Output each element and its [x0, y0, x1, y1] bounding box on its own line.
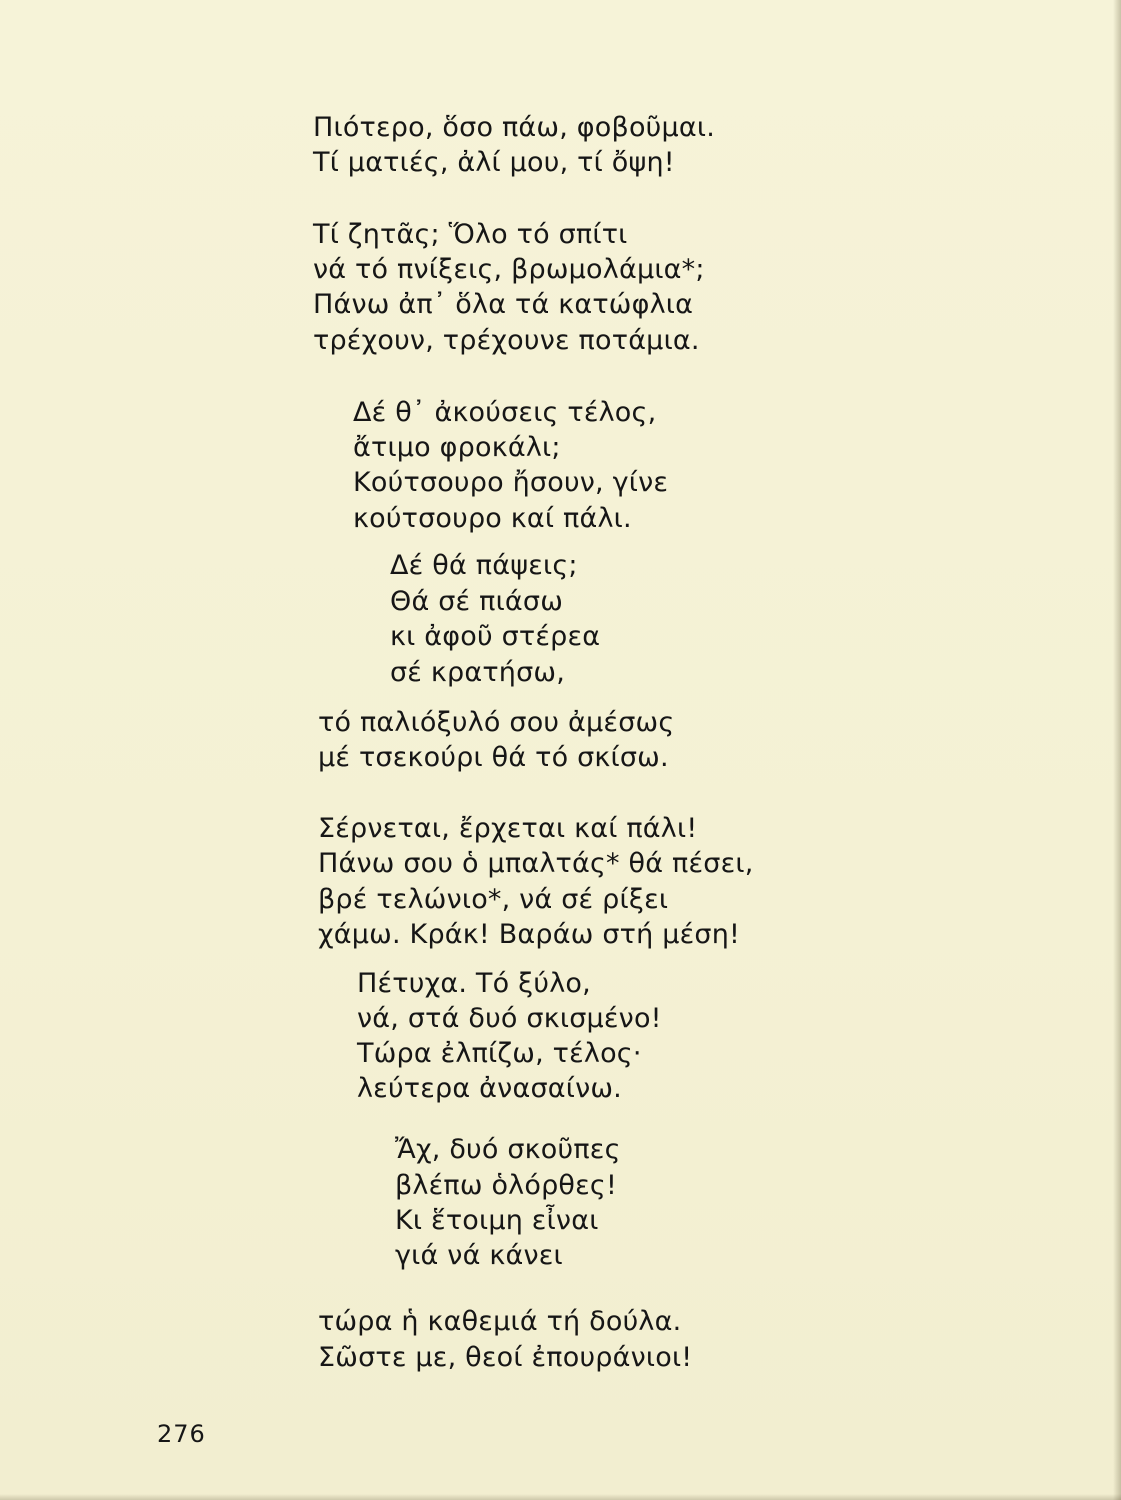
poem-line: Κούτσουρο ἤσουν, γίνε [353, 467, 669, 498]
poem-line: Δέ θ᾿ ἀκούσεις τέλος, [353, 397, 657, 428]
poem-line: νά τό πνίξεις, βρωμολάμια*; [313, 254, 705, 285]
poem-line: κούτσουρο καί πάλι. [353, 503, 632, 534]
poem-line: Πέτυχα. Τό ξύλο, [357, 968, 591, 999]
poem-line: Θά σέ πιάσω [390, 586, 564, 617]
poem-line: Τώρα ἐλπίζω, τέλος· [357, 1038, 642, 1069]
poem-line: Πάνω σου ὁ μπαλτάς* θά πέσει, [318, 848, 754, 879]
poem-line: Πιότερο, ὅσο πάω, φοβοῦμαι. [313, 112, 715, 143]
poem-line: μέ τσεκούρι θά τό σκίσω. [318, 742, 669, 773]
poem-line: Τί ζητᾶς; Ὅλο τό σπίτι [313, 219, 628, 250]
poem-line: βλέπω ὁλόρθες! [395, 1170, 617, 1201]
poem-line: γιά νά κάνει [395, 1240, 563, 1271]
page-edge-shadow [1113, 0, 1121, 1500]
page-edge-shadow [0, 1494, 1121, 1500]
page-number: 276 [157, 1420, 206, 1448]
poem-line: Δέ θά πάψεις; [390, 550, 578, 581]
poem-line: χάμω. Κράκ! Βαράω στή μέση! [318, 919, 741, 950]
poem-line: κι ἀφοῦ στέρεα [390, 621, 601, 652]
poem-line: τρέχουν, τρέχουνε ποτάμια. [313, 325, 700, 356]
poem-line: σέ κρατήσω, [390, 657, 566, 688]
poem-line: λεύτερα ἀνασαίνω. [357, 1073, 622, 1104]
poem-line: τό παλιόξυλό σου ἀμέσως [318, 707, 675, 738]
poem-line: τώρα ἡ καθεμιά τή δούλα. [318, 1306, 682, 1337]
poem-line: ἄτιμο φροκάλι; [353, 432, 561, 463]
poem-line: νά, στά δυό σκισμένο! [357, 1003, 662, 1034]
poem-line: Πάνω ἀπ᾿ ὅλα τά κατώφλια [313, 289, 694, 320]
poem-line: βρέ τελώνιο*, νά σέ ρίξει [318, 884, 669, 915]
poem-line: Κι ἕτοιμη εἶναι [395, 1205, 599, 1236]
poem-line: Τί ματιές, ἀλί μου, τί ὄψη! [313, 147, 675, 178]
poem-line: Ἄχ, δυό σκοῦπες [395, 1134, 621, 1165]
poem-line: Σέρνεται, ἔρχεται καί πάλι! [318, 813, 698, 844]
poem-line: Σῶστε με, θεοί ἐπουράνιοι! [318, 1342, 693, 1373]
